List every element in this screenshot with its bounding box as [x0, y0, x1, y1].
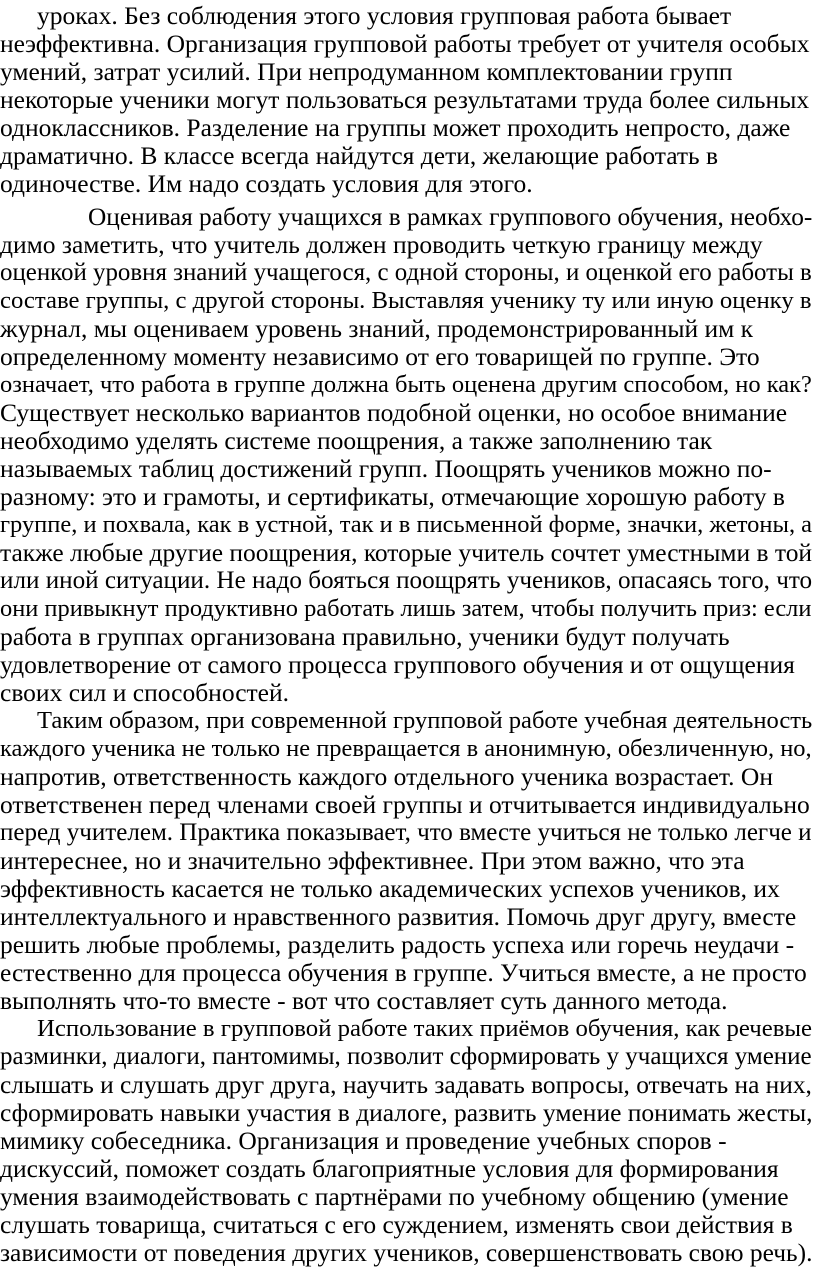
text-line: Оценивая работу учащихся в рамках группового обучения, необхо- [88, 203, 813, 231]
text-line: или иной ситуации. Не надо бояться поощрять учеников, опасаясь того, что [0, 567, 813, 594]
text-line: они привыкнут продуктивно работать лишь затем, чтобы получить приз: если [0, 595, 812, 622]
text-line: Существует несколько вариантов подобной оценки, но особое внимание [0, 398, 788, 427]
text-line: интеллектуального и нравственного развития. Помочь друг другу, вместе [0, 902, 797, 931]
text-line: дискуссий, поможет создать благоприятные условия для формирования [0, 1154, 779, 1183]
text-line: оценкой уровня знаний учащегося, с одной стороны, и оценкой его работы в [0, 259, 812, 286]
text-line: удовлетворение от самого процесса группового обучения и от ощущения [0, 650, 795, 679]
text-line: каждого ученика не только не превращается в анонимную, обезличенную, но, [0, 735, 812, 762]
text-line: составе группы, с другой стороны. Выставляя ученику ту или иную оценку в [0, 287, 812, 314]
text-line: димо заметить, что учитель должен проводить четкую границу между [0, 230, 763, 259]
text-line: своих сил и способностей. [0, 678, 290, 707]
text-line: одиночестве. Им надо создать условия для этого. [0, 169, 533, 198]
text-line: выполнять что-то вместе - вот что составляет суть данного метода. [0, 986, 728, 1015]
text-line: журнал, мы оцениваем уровень знаний, продемонстрированный им к [0, 314, 754, 343]
text-line: неэффективна. Организация групповой работы требует от учителя особых [0, 29, 810, 58]
text-line: необходимо уделять системе поощрения, а также заполнению так [0, 426, 713, 455]
text-line: перед учителем. Практика показывает, что вместе учиться не только легче и [0, 819, 812, 846]
text-line: группе, и похвала, как в устной, так и в письменной форме, значки, жетоны, а [0, 511, 813, 538]
text-line: умения взаимодействовать с партнёрами по учебному общению (умение [0, 1182, 789, 1211]
text-line: естественно для процесса обучения в группе. Учиться вместе, а не просто [0, 958, 807, 987]
text-line: некоторые ученики могут пользоваться результатами труда более сильных [0, 85, 810, 114]
text-line: означает, что работа в группе должна быть оценена другим способом, но как? [0, 371, 812, 398]
text-line: Использование в групповой работе таких приёмов обучения, как речевые [37, 1015, 813, 1042]
text-line: также любые другие поощрения, которые учитель сочтет уместными в той [0, 538, 813, 567]
text-line: слышать и слушать друг друга, научить задавать вопросы, отвечать на них, [0, 1071, 812, 1099]
text-line: работа в группах организована правильно, ученики будут получать [0, 622, 730, 651]
text-line: слушать товарища, считаться с его суждением, изменять свои действия в [0, 1210, 793, 1239]
text-line: одноклассников. Разделение на группы может проходить непросто, даже [0, 113, 791, 142]
text-line: сформировать навыки участия в диалоге, развить умение понимать жесты, [0, 1098, 813, 1127]
text-line: умений, затрат усилий. При непродуманном комплектовании групп [0, 57, 733, 86]
text-line: зависимости от поведения других учеников, совершенствовать свою речь). [0, 1238, 813, 1267]
text-line: называемых таблиц достижений групп. Поощрять учеников можно по- [0, 454, 772, 483]
text-line: определенному моменту независимо от его товарищей по группе. Это [0, 342, 760, 371]
text-line: напротив, ответственность каждого отдельного ученика возрастает. Он [0, 762, 773, 791]
text-line: ответственен перед членами своей группы и отчитывается индивидуально [0, 790, 810, 819]
text-line: уроках. Без соблюдения этого условия групповая работа бывает [37, 1, 732, 30]
text-line: разному: это и грамоты, и сертификаты, отмечающие хорошую работу в [0, 482, 785, 511]
text-line: мимику собеседника. Организация и проведение учебных споров - [0, 1126, 727, 1155]
text-line: Таким образом, при современной групповой работе учебная деятельность [37, 707, 813, 734]
text-line: решить любые проблемы, разделить радость успеха или горечь неудачи - [0, 930, 795, 959]
text-line: эффективность касается не только академических успехов учеников, их [0, 874, 780, 903]
text-line: разминки, диалоги, пантомимы, позволит сформировать у учащихся умение [0, 1043, 812, 1070]
text-line: драматично. В классе всегда найдутся дети, желающие работать в [0, 141, 719, 170]
text-line: интереснее, но и значительно эффективнее. При этом важно, что эта [0, 846, 745, 875]
